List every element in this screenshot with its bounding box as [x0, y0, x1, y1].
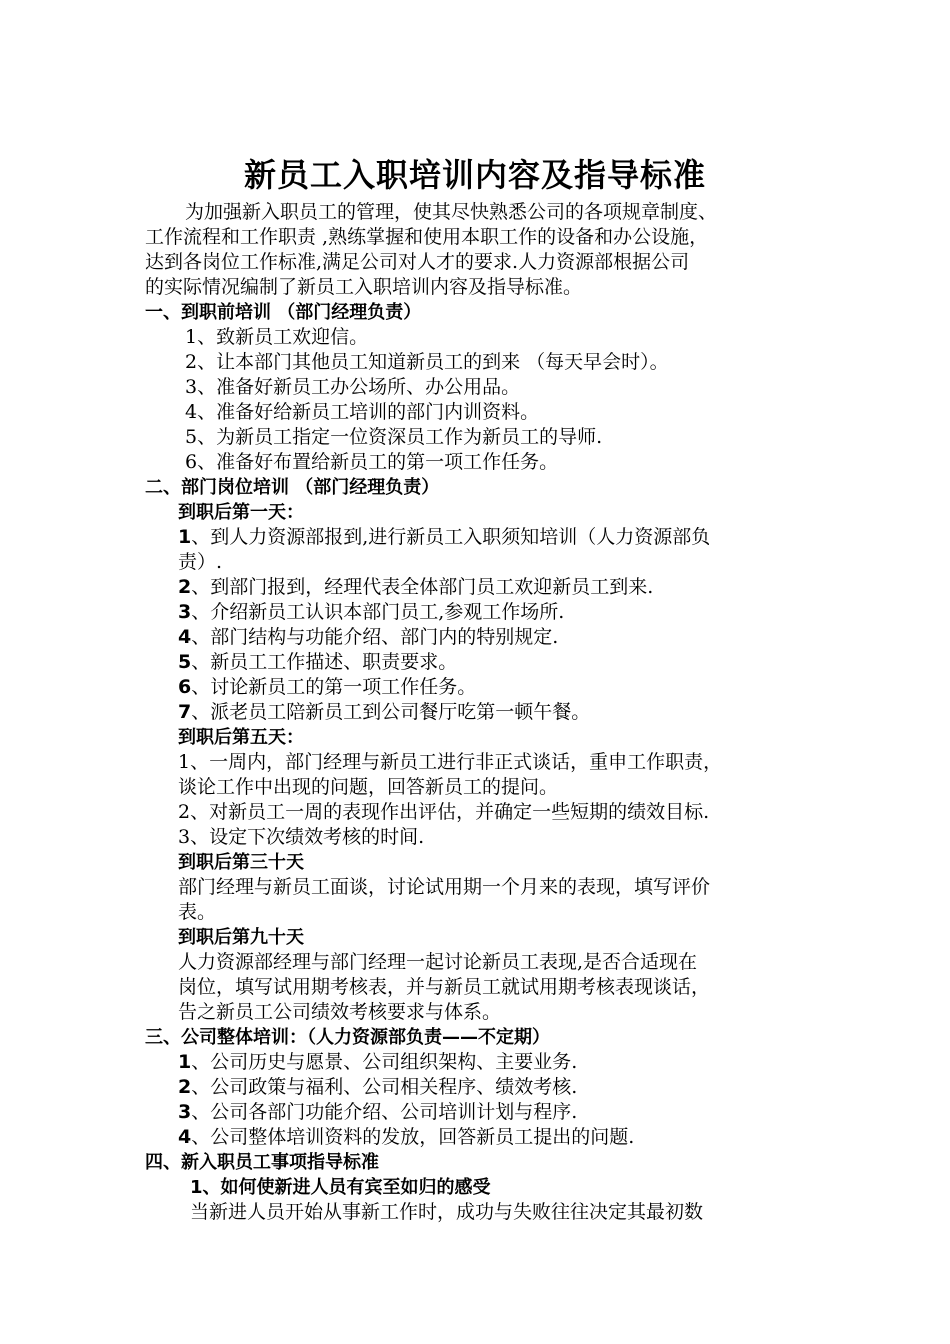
s1-item-4: 4、准备好给新员工培训的部门内训资料。: [185, 401, 540, 423]
section-3-heading: 三、公司整体培训：（人力资源部负责——不定期）: [145, 1027, 550, 1048]
item-text: 、公司政策与福利、公司相关程序、绩效考核.: [191, 1076, 578, 1098]
item-text: 、公司各部门功能介绍、公司培训计划与程序.: [191, 1101, 578, 1123]
day1-item-4: [178, 625, 558, 650]
day1-item-1: [178, 525, 710, 550]
day5-line-3: 2、对新员工一周的表现作出评估，并确定一些短期的绩效目标.: [178, 801, 710, 823]
item-number: 1: [178, 1051, 192, 1073]
day1-item-1-cont: [178, 550, 222, 575]
day90-heading: 到职后第九十天: [178, 927, 304, 948]
day1-heading: 到职后第一天：: [178, 502, 304, 523]
item-number: 4: [178, 1126, 192, 1148]
section-2-heading: 二、部门岗位培训 （部门经理负责）: [145, 477, 440, 498]
s1-item-1: 1、致新员工欢迎信。: [185, 326, 369, 348]
day30-line-2: 表。: [178, 901, 217, 923]
day30-heading: 到职后第三十天: [178, 852, 304, 873]
document-title: 新员工入职培训内容及指导标准: [243, 156, 706, 194]
s3-item-1: [178, 1050, 577, 1075]
day5-line-4: 3、设定下次绩效考核的时间.: [178, 826, 425, 848]
s1-item-6: 6、准备好布置给新员工的第一项工作任务。: [185, 451, 559, 473]
item-number: 7: [178, 701, 192, 723]
day1-item-7: [178, 700, 590, 725]
item-text: 、讨论新员工的第一项工作任务。: [191, 676, 477, 698]
intro-line-4: 的实际情况编制了新员工入职培训内容及指导标准。: [145, 276, 583, 298]
item-number: 3: [178, 601, 192, 623]
day1-item-2: [178, 575, 653, 600]
item-number: 5: [178, 651, 192, 673]
day90-line-3: 告之新员工公司绩效考核要求与体系。: [178, 1001, 502, 1023]
item-text: 、公司整体培训资料的发放，回答新员工提出的问题.: [191, 1126, 635, 1148]
s3-item-4: [178, 1125, 634, 1150]
item-text: 、到部门报到，经理代表全体部门员工欢迎新员工到来.: [191, 576, 654, 598]
s3-item-3: [178, 1100, 577, 1125]
section-1-heading: 一、到职前培训 （部门经理负责）: [145, 302, 422, 323]
s4-text: 当新进人员开始从事新工作时，成功与失败往往决定其最初数: [190, 1201, 704, 1223]
s1-item-2: 2、让本部门其他员工知道新员工的到来 （每天早会时）。: [185, 351, 669, 373]
day5-line-1: 1、一周内，部门经理与新员工进行非正式谈话，重申工作职责，: [178, 751, 723, 773]
intro-line-2: 工作流程和工作职责 ,熟练掌握和使用本职工作的设备和办公设施，: [145, 226, 709, 248]
intro-line-1: 为加强新入职员工的管理，使其尽快熟悉公司的各项规章制度、: [185, 201, 718, 223]
item-text: 、到人力资源部报到,进行新员工入职须知培训（人力资源部负: [191, 526, 711, 548]
s1-item-5: 5、为新员工指定一位资深员工作为新员工的导师.: [185, 426, 603, 448]
item-number: 3: [178, 1101, 192, 1123]
day5-heading: 到职后第五天：: [178, 727, 304, 748]
item-text: 、新员工工作描述、职责要求。: [191, 651, 458, 673]
day90-line-1: 人力资源部经理与部门经理一起讨论新员工表现,是否合适现在: [178, 951, 698, 973]
item-text: 责）.: [178, 551, 223, 573]
day1-item-3: [178, 600, 564, 625]
day90-line-2: 岗位，填写试用期考核表，并与新员工就试用期考核表现谈话，: [178, 976, 711, 998]
day1-item-5: [178, 650, 457, 675]
item-number: 1: [178, 526, 192, 548]
item-number: 2: [178, 1076, 192, 1098]
intro-line-3: 达到各岗位工作标准,满足公司对人才的要求.人力资源部根据公司: [145, 251, 690, 273]
section-4-heading: 四、新入职员工事项指导标准: [145, 1152, 379, 1173]
item-number: 2: [178, 576, 192, 598]
day1-item-6: [178, 675, 476, 700]
item-number: 6: [178, 676, 192, 698]
item-text: 、介绍新员工认识本部门员工,参观工作场所.: [191, 601, 565, 623]
item-number: 4: [178, 626, 192, 648]
s4-subheading: 1、如何使新进人员有宾至如归的感受: [190, 1177, 491, 1198]
item-text: 、派老员工陪新员工到公司餐厅吃第一顿午餐。: [191, 701, 591, 723]
item-text: 、部门结构与功能介绍、部门内的特别规定.: [191, 626, 559, 648]
s3-item-2: [178, 1075, 577, 1100]
day5-line-2: 谈论工作中出现的问题，回答新员工的提问。: [178, 776, 559, 798]
day30-line-1: 部门经理与新员工面谈，讨论试用期一个月来的表现，填写评价: [178, 876, 711, 898]
item-text: 、公司历史与愿景、公司组织架构、主要业务.: [191, 1051, 578, 1073]
s1-item-3: 3、准备好新员工办公场所、办公用品。: [185, 376, 521, 398]
